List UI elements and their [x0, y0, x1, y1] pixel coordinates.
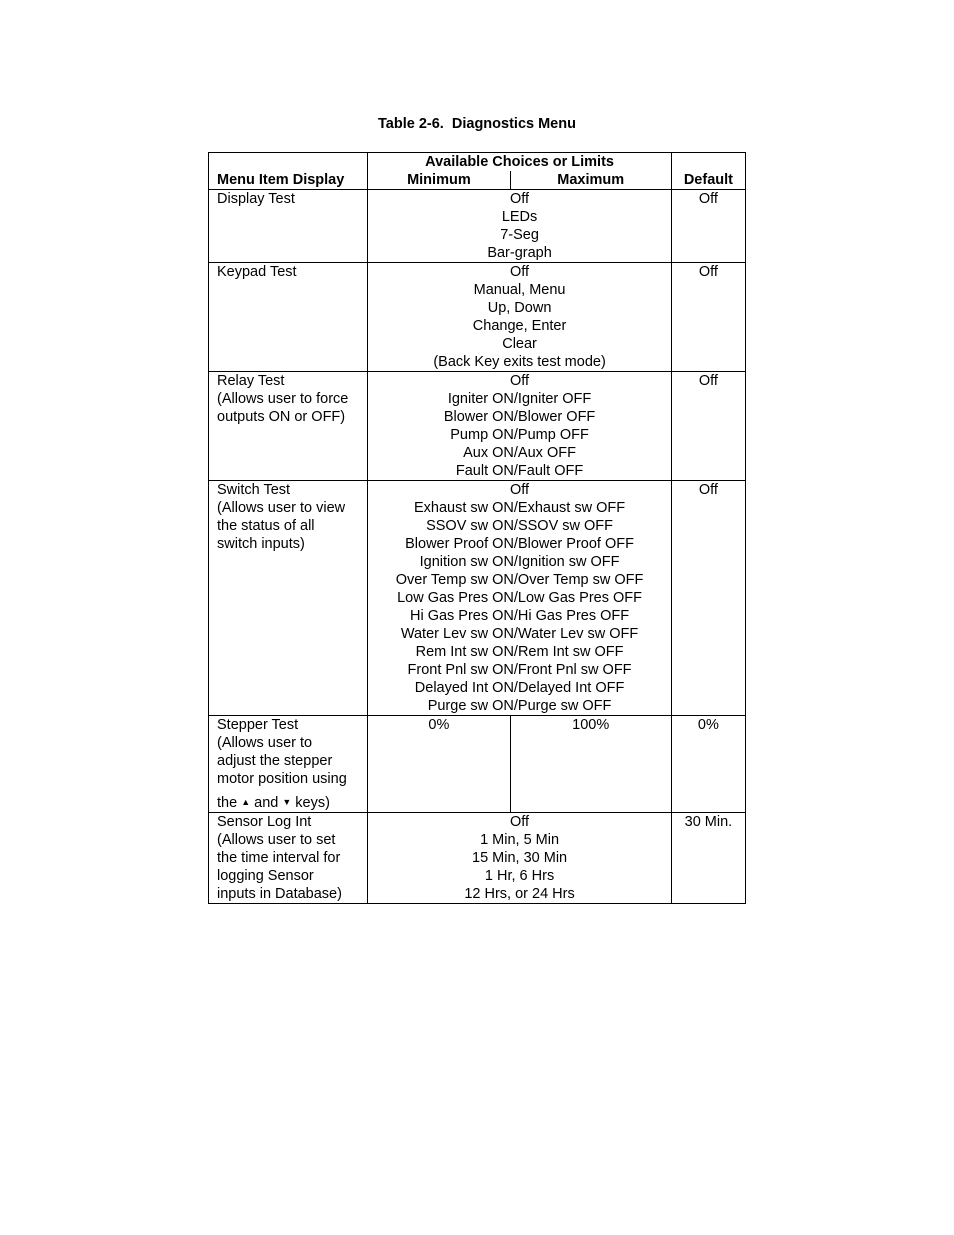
choice-line: 7-Seg	[500, 227, 539, 243]
choice-line: Bar-graph	[487, 245, 552, 261]
table-row	[209, 190, 746, 263]
keys-text-pre: the	[217, 795, 242, 811]
choice-line: Ignition sw ON/Ignition sw OFF	[419, 554, 620, 570]
up-arrow-icon: ▲	[241, 797, 251, 807]
header-available-choices: Available Choices or Limits	[368, 153, 672, 172]
menu-item-line: switch inputs)	[217, 536, 305, 552]
choice-line: Fault ON/Fault OFF	[455, 463, 584, 479]
menu-item-line: Sensor Log Int	[217, 814, 312, 830]
menu-item-line: the time interval for	[217, 850, 341, 866]
choice-line: Purge sw ON/Purge sw OFF	[427, 698, 612, 714]
header-menu-item-display: Menu Item Display	[209, 153, 368, 190]
choice-line: Pump ON/Pump OFF	[450, 427, 589, 443]
menu-item-cell	[209, 813, 368, 904]
choice-line: 1 Min, 5 Min	[480, 832, 560, 848]
menu-item-cell	[209, 481, 368, 716]
menu-item-line: (Allows user to	[217, 735, 313, 751]
menu-item-line: Switch Test	[217, 482, 291, 498]
header-row	[209, 153, 746, 172]
choice-line: Off	[510, 373, 530, 389]
choices-cell	[368, 481, 672, 716]
choice-line: Exhaust sw ON/Exhaust sw OFF	[413, 500, 626, 516]
choice-line: Off	[510, 482, 530, 498]
menu-item-cell	[209, 716, 368, 813]
keys-text-mid: and	[250, 795, 283, 811]
choice-line: Manual, Menu	[473, 282, 566, 298]
choices-cell	[368, 372, 672, 481]
maximum-cell: 100%	[510, 716, 671, 813]
choice-line: Rem Int sw ON/Rem Int sw OFF	[415, 644, 624, 660]
default-cell: Off	[671, 190, 745, 263]
choices-cell	[368, 190, 672, 263]
menu-item-line: adjust the stepper	[217, 753, 333, 769]
choice-line: 15 Min, 30 Min	[472, 850, 568, 866]
choices-cell	[368, 813, 672, 904]
choice-line: Water Lev sw ON/Water Lev sw OFF	[400, 626, 639, 642]
choice-line: Off	[510, 264, 530, 280]
choice-line: Up, Down	[487, 300, 552, 316]
menu-item-cell	[209, 263, 368, 372]
menu-item-line: (Allows user to set	[217, 832, 336, 848]
minimum-cell: 0%	[368, 716, 510, 813]
default-cell: Off	[671, 372, 745, 481]
menu-item-line: Stepper Test	[217, 717, 299, 733]
choice-line: Off	[510, 191, 530, 207]
menu-item-line	[217, 793, 367, 812]
default-cell: Off	[671, 263, 745, 372]
choice-line: Blower Proof ON/Blower Proof OFF	[405, 536, 634, 552]
choice-line: Blower ON/Blower OFF	[443, 409, 596, 425]
header-default: Default	[671, 153, 745, 190]
table-row	[209, 716, 746, 813]
choices-cell	[368, 263, 672, 372]
header-minimum: Minimum	[368, 171, 510, 190]
menu-item-line: logging Sensor	[217, 868, 314, 884]
choice-line: 1 Hr, 6 Hrs	[484, 868, 555, 884]
menu-item-line: (Allows user to force	[217, 391, 349, 407]
menu-item-line: (Allows user to view	[217, 500, 346, 516]
choice-line: Off	[510, 814, 530, 830]
menu-item-line: Relay Test	[217, 373, 285, 389]
table-row	[209, 372, 746, 481]
table-row	[209, 263, 746, 372]
choice-line: Over Temp sw ON/Over Temp sw OFF	[395, 572, 644, 588]
menu-item-line: outputs ON or OFF)	[217, 409, 346, 425]
table-caption: Table 2-6. Diagnostics Menu	[378, 116, 576, 132]
choice-line: (Back Key exits test mode)	[433, 354, 606, 370]
default-cell: 30 Min.	[671, 813, 745, 904]
default-cell: Off	[671, 481, 745, 716]
choice-line: SSOV sw ON/SSOV sw OFF	[426, 518, 614, 534]
menu-item-cell	[209, 190, 368, 263]
menu-item-line: Keypad Test	[217, 264, 297, 280]
choice-line: LEDs	[501, 209, 538, 225]
diagnostics-table	[208, 152, 746, 904]
menu-item-cell	[209, 372, 368, 481]
choice-line: 12 Hrs, or 24 Hrs	[464, 886, 575, 902]
choice-line: Front Pnl sw ON/Front Pnl sw OFF	[407, 662, 632, 678]
menu-item-line: inputs in Database)	[217, 886, 342, 902]
header-maximum: Maximum	[510, 171, 671, 190]
default-cell: 0%	[671, 716, 745, 813]
menu-item-line: Display Test	[217, 191, 295, 207]
menu-item-line: motor position using	[217, 771, 347, 787]
keys-text-post: keys)	[291, 795, 330, 811]
choice-line: Clear	[502, 336, 537, 352]
table-row	[209, 813, 746, 904]
choice-line: Hi Gas Pres ON/Hi Gas Pres OFF	[409, 608, 630, 624]
menu-item-line: the status of all	[217, 518, 315, 534]
choice-line: Change, Enter	[472, 318, 567, 334]
choice-line: Delayed Int ON/Delayed Int OFF	[414, 680, 625, 696]
choice-line: Aux ON/Aux OFF	[463, 445, 576, 461]
table-row	[209, 481, 746, 716]
choice-line: Igniter ON/Igniter OFF	[447, 391, 592, 407]
choice-line: Low Gas Pres ON/Low Gas Pres OFF	[397, 590, 643, 606]
down-arrow-icon: ▼	[282, 797, 292, 807]
